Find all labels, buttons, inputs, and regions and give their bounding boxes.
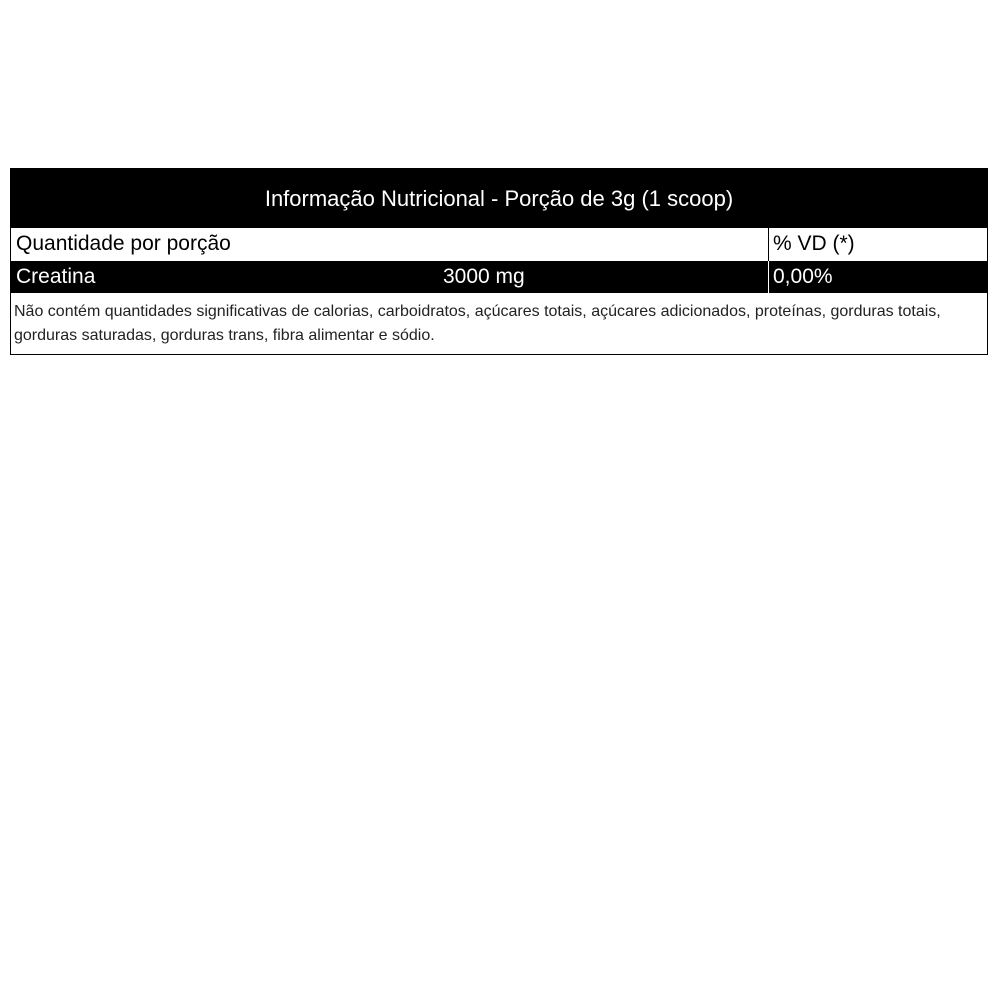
table-header-row bbox=[11, 228, 987, 261]
nutrition-title: Informação Nutricional - Porção de 3g (1 scoop) bbox=[264, 185, 734, 211]
daily-value-label: % VD (*) bbox=[773, 232, 855, 255]
nutrition-facts-table bbox=[10, 168, 988, 355]
nutrition-footnote: Não contém quantidades significativas de calorias, carboidratos, açúcares totais, açúcares adicionados, proteínas, gorduras totais, gorduras saturadas, gorduras trans, fibra alimentar e sódio. bbox=[14, 303, 941, 344]
nutrition-title-bar bbox=[11, 169, 987, 228]
table-row bbox=[11, 261, 987, 293]
nutrient-name: Creatina bbox=[16, 265, 96, 288]
nutrient-daily-value: 0,00% bbox=[773, 265, 833, 288]
column-divider bbox=[768, 261, 769, 293]
column-divider bbox=[768, 228, 769, 261]
nutrient-amount: 3000 mg bbox=[443, 265, 525, 288]
quantity-per-serving-label: Quantidade por porção bbox=[16, 232, 231, 255]
